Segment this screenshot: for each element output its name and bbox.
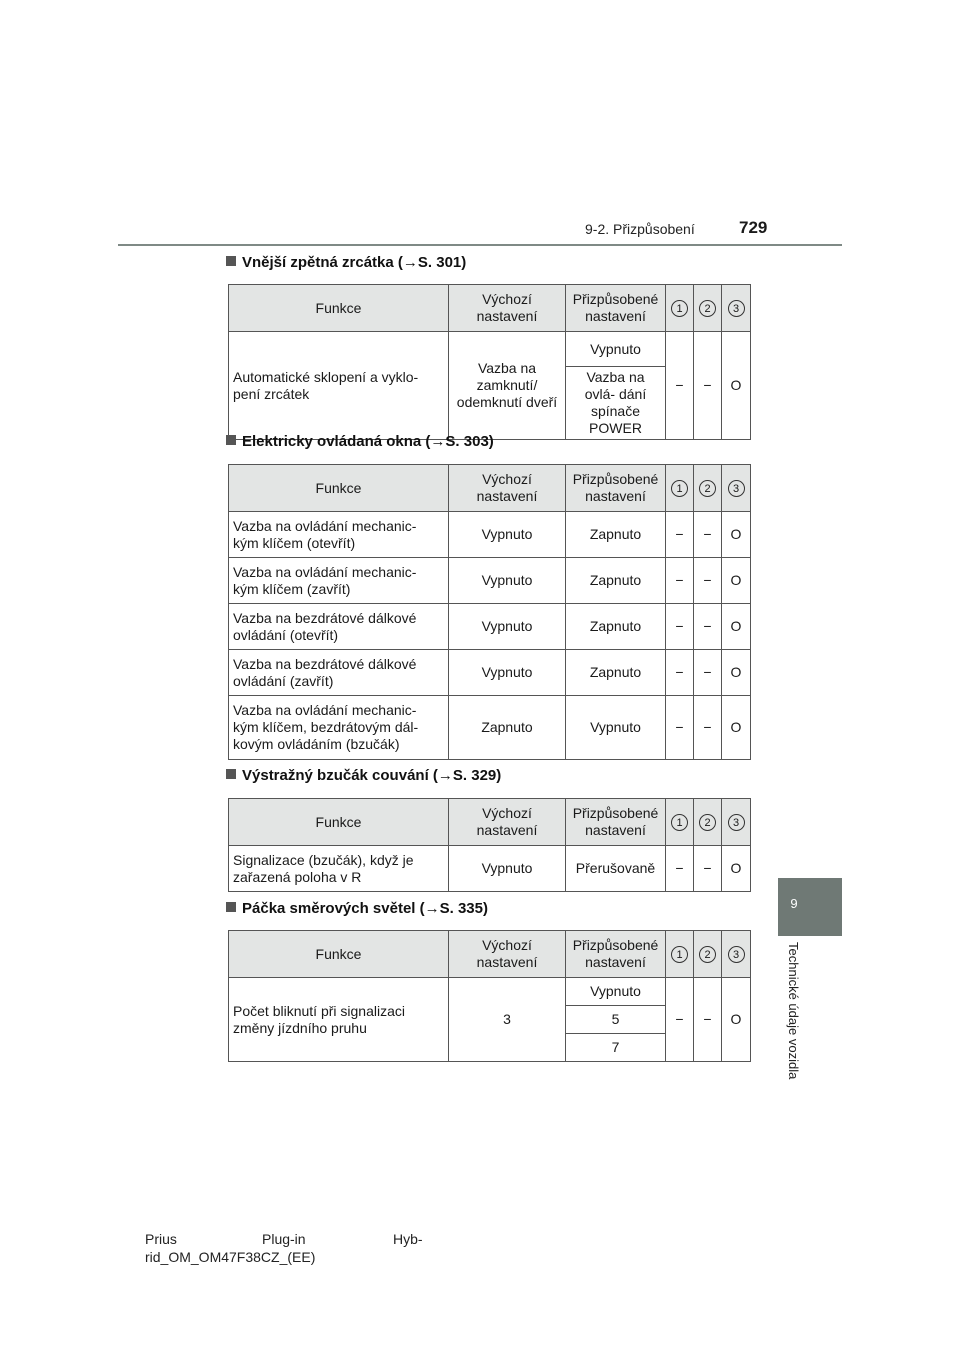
table-header-row: [229, 799, 751, 846]
cell-funkce: Vazba na bezdrátové dálkové ovládání (otevřít): [229, 604, 449, 650]
col-header-3: 3: [722, 465, 751, 512]
cell-c2: −: [694, 696, 722, 760]
col-header-prizpusobene: Přizpůsobené nastavení: [566, 465, 666, 512]
col-header-3: 3: [722, 931, 751, 978]
cell-funkce: Počet bliknutí při signalizaci změny jízdního pruhu: [229, 978, 449, 1062]
col-header-prizpusobene: Přizpůsobené nastavení: [566, 285, 666, 332]
cell-option: 5: [566, 1006, 666, 1034]
cell-funkce: Vazba na ovládání mechanic- kým klíčem (zavřít): [229, 558, 449, 604]
header-section-title: 9-2. Přizpůsobení: [585, 221, 695, 237]
col-header-2: 2: [694, 465, 722, 512]
cell-c1: −: [666, 650, 694, 696]
cell-option: Vypnuto: [566, 978, 666, 1006]
cell-c2: −: [694, 650, 722, 696]
table-row: [229, 604, 751, 650]
col-header-1: 1: [666, 799, 694, 846]
settings-table: [228, 284, 751, 440]
table-header-row: [229, 465, 751, 512]
cell-prizpusobene: Zapnuto: [566, 650, 666, 696]
cell-c3: O: [722, 512, 751, 558]
cell-c2: −: [694, 512, 722, 558]
cell-vychozi: Vypnuto: [449, 846, 566, 892]
col-header-2: 2: [694, 799, 722, 846]
cell-prizpusobene: Zapnuto: [566, 558, 666, 604]
cell-c3: O: [722, 332, 751, 440]
col-header-3: 3: [722, 799, 751, 846]
cell-funkce: Signalizace (bzučák), když je zařazená poloha v R: [229, 846, 449, 892]
footer-word: Prius: [145, 1231, 177, 1247]
col-header-funkce: Funkce: [229, 931, 449, 978]
table-row: [229, 512, 751, 558]
cell-prizpusobene: Vypnuto: [566, 696, 666, 760]
section-heading: Elektricky ovládaná okna (→S. 303): [226, 433, 494, 450]
square-bullet-icon: [226, 769, 236, 779]
col-header-funkce: Funkce: [229, 465, 449, 512]
cell-c1: −: [666, 604, 694, 650]
cell-c3: O: [722, 846, 751, 892]
col-header-1: 1: [666, 285, 694, 332]
footer-line2: rid_OM_OM47F38CZ_(EE): [145, 1249, 316, 1265]
table-row: [229, 978, 751, 1006]
cell-funkce: Vazba na bezdrátové dálkové ovládání (zavřít): [229, 650, 449, 696]
settings-table: [228, 930, 751, 1062]
cell-option: 7: [566, 1034, 666, 1062]
col-header-2: 2: [694, 285, 722, 332]
table-row: [229, 696, 751, 760]
header-rule: [118, 244, 842, 246]
col-header-prizpusobene: Přizpůsobené nastavení: [566, 931, 666, 978]
cell-option: Vazba na ovlá- dání spínače POWER: [566, 367, 666, 440]
col-header-1: 1: [666, 931, 694, 978]
table-row: [229, 558, 751, 604]
settings-table: [228, 464, 751, 760]
cell-c3: O: [722, 558, 751, 604]
cell-prizpusobene: Přerušovaně: [566, 846, 666, 892]
footer-document-id: [145, 1230, 423, 1266]
col-header-1: 1: [666, 465, 694, 512]
col-header-vychozi: Výchozí nastavení: [449, 799, 566, 846]
cell-vychozi: Vazba na zamknutí/ odemknutí dveří: [449, 332, 566, 440]
chapter-tab-number: 9: [790, 896, 798, 911]
col-header-2: 2: [694, 931, 722, 978]
footer-word: Plug-in: [262, 1231, 306, 1247]
cell-vychozi: Zapnuto: [449, 696, 566, 760]
square-bullet-icon: [226, 256, 236, 266]
table-header-row: [229, 285, 751, 332]
cell-c1: −: [666, 696, 694, 760]
cell-vychozi: Vypnuto: [449, 650, 566, 696]
cell-option: Vypnuto: [566, 332, 666, 367]
cell-prizpusobene: Zapnuto: [566, 604, 666, 650]
table-header-row: [229, 931, 751, 978]
footer-word: Hyb-: [393, 1231, 423, 1247]
chapter-tab-label: Technické údaje vozidla: [786, 942, 801, 1080]
cell-c2: −: [694, 332, 722, 440]
cell-c3: O: [722, 696, 751, 760]
settings-table: [228, 798, 751, 892]
cell-c2: −: [694, 604, 722, 650]
cell-c2: −: [694, 978, 722, 1062]
col-header-vychozi: Výchozí nastavení: [449, 285, 566, 332]
col-header-vychozi: Výchozí nastavení: [449, 931, 566, 978]
cell-c2: −: [694, 846, 722, 892]
cell-c1: −: [666, 558, 694, 604]
cell-vychozi: Vypnuto: [449, 512, 566, 558]
col-header-prizpusobene: Přizpůsobené nastavení: [566, 799, 666, 846]
cell-c3: O: [722, 650, 751, 696]
cell-c1: −: [666, 978, 694, 1062]
cell-c1: −: [666, 846, 694, 892]
cell-c2: −: [694, 558, 722, 604]
cell-c1: −: [666, 512, 694, 558]
cell-c1: −: [666, 332, 694, 440]
cell-prizpusobene: Zapnuto: [566, 512, 666, 558]
square-bullet-icon: [226, 435, 236, 445]
cell-vychozi: Vypnuto: [449, 558, 566, 604]
cell-c3: O: [722, 978, 751, 1062]
page-number: 729: [739, 218, 768, 237]
square-bullet-icon: [226, 902, 236, 912]
section-heading: Vnější zpětná zrcátka (→S. 301): [226, 254, 466, 271]
col-header-funkce: Funkce: [229, 799, 449, 846]
section-heading: Výstražný bzučák couvání (→S. 329): [226, 767, 501, 784]
cell-vychozi: Vypnuto: [449, 604, 566, 650]
table-row: [229, 650, 751, 696]
section-heading: Páčka směrových světel (→S. 335): [226, 900, 488, 917]
cell-c3: O: [722, 604, 751, 650]
col-header-3: 3: [722, 285, 751, 332]
cell-funkce: Vazba na ovládání mechanic- kým klíčem (otevřít): [229, 512, 449, 558]
table-row: [229, 332, 751, 367]
col-header-funkce: Funkce: [229, 285, 449, 332]
col-header-vychozi: Výchozí nastavení: [449, 465, 566, 512]
cell-funkce: Vazba na ovládání mechanic- kým klíčem, bezdrátovým dál- kovým ovládáním (bzučák): [229, 696, 449, 760]
table-row: [229, 846, 751, 892]
cell-funkce: Automatické sklopení a vyklo- pení zrcátek: [229, 332, 449, 440]
cell-vychozi: 3: [449, 978, 566, 1062]
